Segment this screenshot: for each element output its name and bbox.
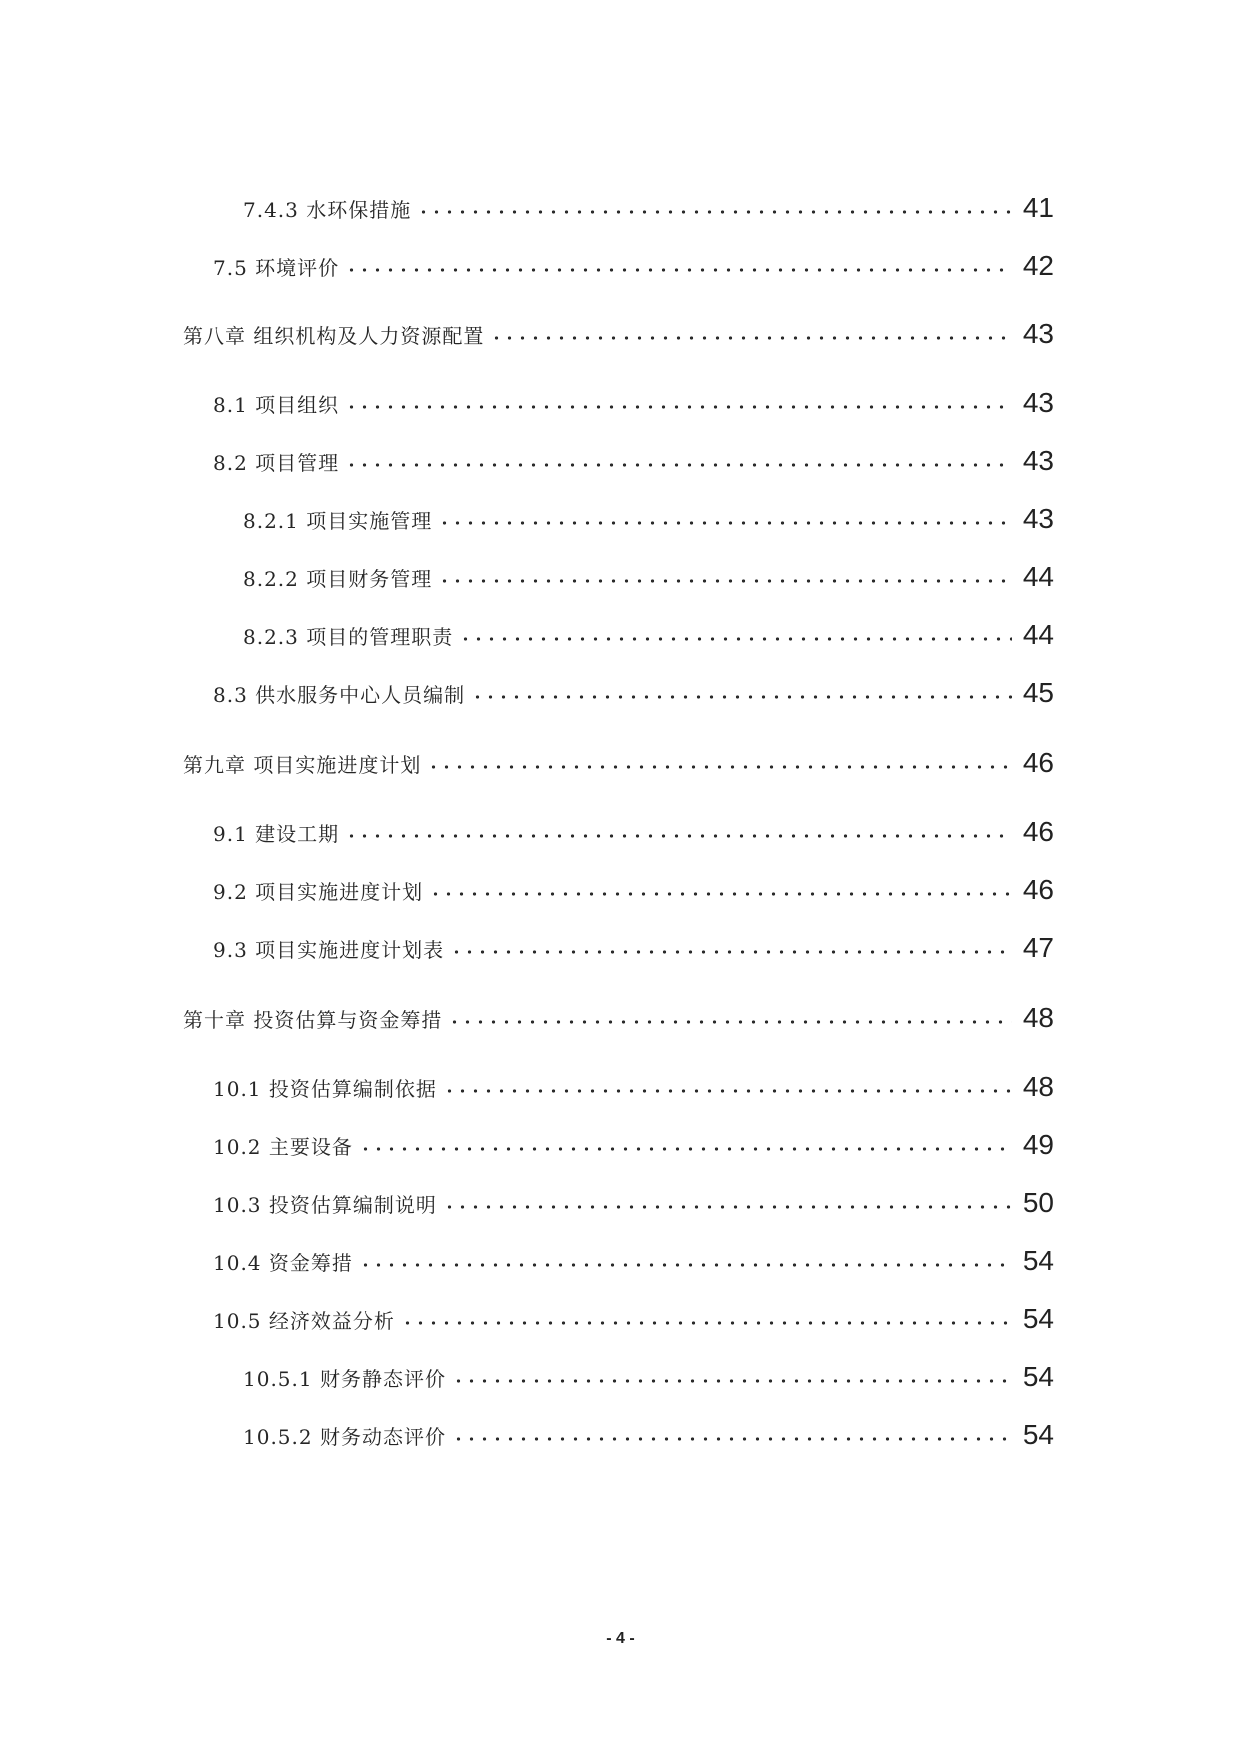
toc-entry-page: 50 — [1022, 1187, 1054, 1218]
toc-entry-page: 47 — [1022, 932, 1054, 963]
toc-entry-page: 43 — [1022, 503, 1054, 534]
dot-leader — [359, 1143, 1012, 1155]
dot-leader — [429, 888, 1012, 900]
toc-entry-page: 46 — [1022, 816, 1054, 847]
toc-entry-label: 7.5 环境评价 — [213, 256, 340, 280]
dot-leader — [443, 1201, 1012, 1213]
toc-entry[interactable] — [213, 1067, 1054, 1103]
toc-entry-page: 48 — [1022, 1071, 1054, 1102]
toc-entry-label: 8.2.2 项目财务管理 — [243, 567, 433, 591]
toc-entry-label: 8.1 项目组织 — [213, 393, 340, 417]
toc-entry[interactable] — [213, 1299, 1054, 1335]
dot-leader — [417, 206, 1012, 218]
dot-leader — [471, 691, 1012, 703]
dot-leader — [345, 264, 1012, 276]
toc-entry-page: 54 — [1022, 1419, 1054, 1450]
toc-entry[interactable] — [213, 673, 1054, 709]
toc-entry[interactable] — [213, 870, 1054, 906]
dot-leader — [345, 459, 1012, 471]
dot-leader — [459, 633, 1012, 645]
toc-entry[interactable] — [213, 1183, 1054, 1219]
page-number: - 4 - — [606, 1630, 635, 1647]
toc-entry-page: 41 — [1022, 192, 1054, 223]
toc-entry-label: 7.4.3 水环保措施 — [243, 198, 412, 222]
dot-leader — [443, 1085, 1012, 1097]
dot-leader — [450, 946, 1012, 958]
toc-entry[interactable] — [213, 928, 1054, 964]
toc-entry-label: 9.1 建设工期 — [213, 822, 340, 846]
dot-leader — [438, 517, 1012, 529]
toc-entry[interactable] — [243, 499, 1054, 535]
toc-entry-page: 54 — [1022, 1245, 1054, 1276]
dot-leader — [401, 1317, 1012, 1329]
toc-entry-label: 8.3 供水服务中心人员编制 — [213, 683, 466, 707]
toc-entry-page: 46 — [1022, 747, 1054, 778]
dot-leader — [427, 761, 1012, 773]
toc-entry[interactable] — [213, 1125, 1054, 1161]
dot-leader — [345, 401, 1012, 413]
toc-entry[interactable] — [183, 314, 1054, 350]
toc-entry[interactable] — [213, 1241, 1054, 1277]
dot-leader — [448, 1016, 1012, 1028]
toc-entry-label: 10.5.2 财务动态评价 — [243, 1425, 446, 1449]
toc-entry-label: 9.2 项目实施进度计划 — [213, 880, 424, 904]
toc-entry[interactable] — [243, 188, 1054, 224]
toc-entry-page: 49 — [1022, 1129, 1054, 1160]
dot-leader — [345, 830, 1012, 842]
toc-entry-label: 10.3 投资估算编制说明 — [213, 1193, 437, 1217]
dot-leader — [452, 1375, 1012, 1387]
toc-entry[interactable] — [243, 1415, 1054, 1451]
toc-entry-label: 10.1 投资估算编制依据 — [213, 1077, 437, 1101]
toc-entry-label: 8.2.1 项目实施管理 — [243, 509, 433, 533]
dot-leader — [359, 1259, 1012, 1271]
toc-entry[interactable] — [213, 246, 1054, 282]
toc-entry-page: 54 — [1022, 1303, 1054, 1334]
toc-entry-label: 10.5.1 财务静态评价 — [243, 1367, 446, 1391]
toc-entry-label: 第八章 组织机构及人力资源配置 — [183, 324, 485, 348]
toc-entry-page: 42 — [1022, 250, 1054, 281]
dot-leader — [452, 1433, 1012, 1445]
toc-entry[interactable] — [243, 557, 1054, 593]
toc-entry-page: 54 — [1022, 1361, 1054, 1392]
toc-entry-label: 10.4 资金筹措 — [213, 1251, 353, 1275]
toc-entry-page: 46 — [1022, 874, 1054, 905]
toc-entry[interactable] — [213, 383, 1054, 419]
toc-entry-label: 第十章 投资估算与资金筹措 — [183, 1008, 443, 1032]
dot-leader — [490, 332, 1012, 344]
toc-entry-label: 10.2 主要设备 — [213, 1135, 353, 1159]
toc-entry-page: 43 — [1022, 445, 1054, 476]
dot-leader — [438, 575, 1012, 587]
toc-entry-page: 44 — [1022, 619, 1054, 650]
toc-entry-page: 43 — [1022, 318, 1054, 349]
toc-entry[interactable] — [243, 1357, 1054, 1393]
toc-entry-label: 9.3 项目实施进度计划表 — [213, 938, 445, 962]
toc-entry-label: 10.5 经济效益分析 — [213, 1309, 395, 1333]
toc-entry[interactable] — [243, 615, 1054, 651]
toc-entry-page: 44 — [1022, 561, 1054, 592]
toc-entry-label: 8.2.3 项目的管理职责 — [243, 625, 454, 649]
toc-entry-label: 第九章 项目实施进度计划 — [183, 753, 422, 777]
toc-entry[interactable] — [183, 998, 1054, 1034]
toc-entry[interactable] — [183, 743, 1054, 779]
toc-entry-page: 45 — [1022, 677, 1054, 708]
toc-entry-label: 8.2 项目管理 — [213, 451, 340, 475]
toc-entry[interactable] — [213, 812, 1054, 848]
toc-entry[interactable] — [213, 441, 1054, 477]
toc-entry-page: 48 — [1022, 1002, 1054, 1033]
toc-entry-page: 43 — [1022, 387, 1054, 418]
